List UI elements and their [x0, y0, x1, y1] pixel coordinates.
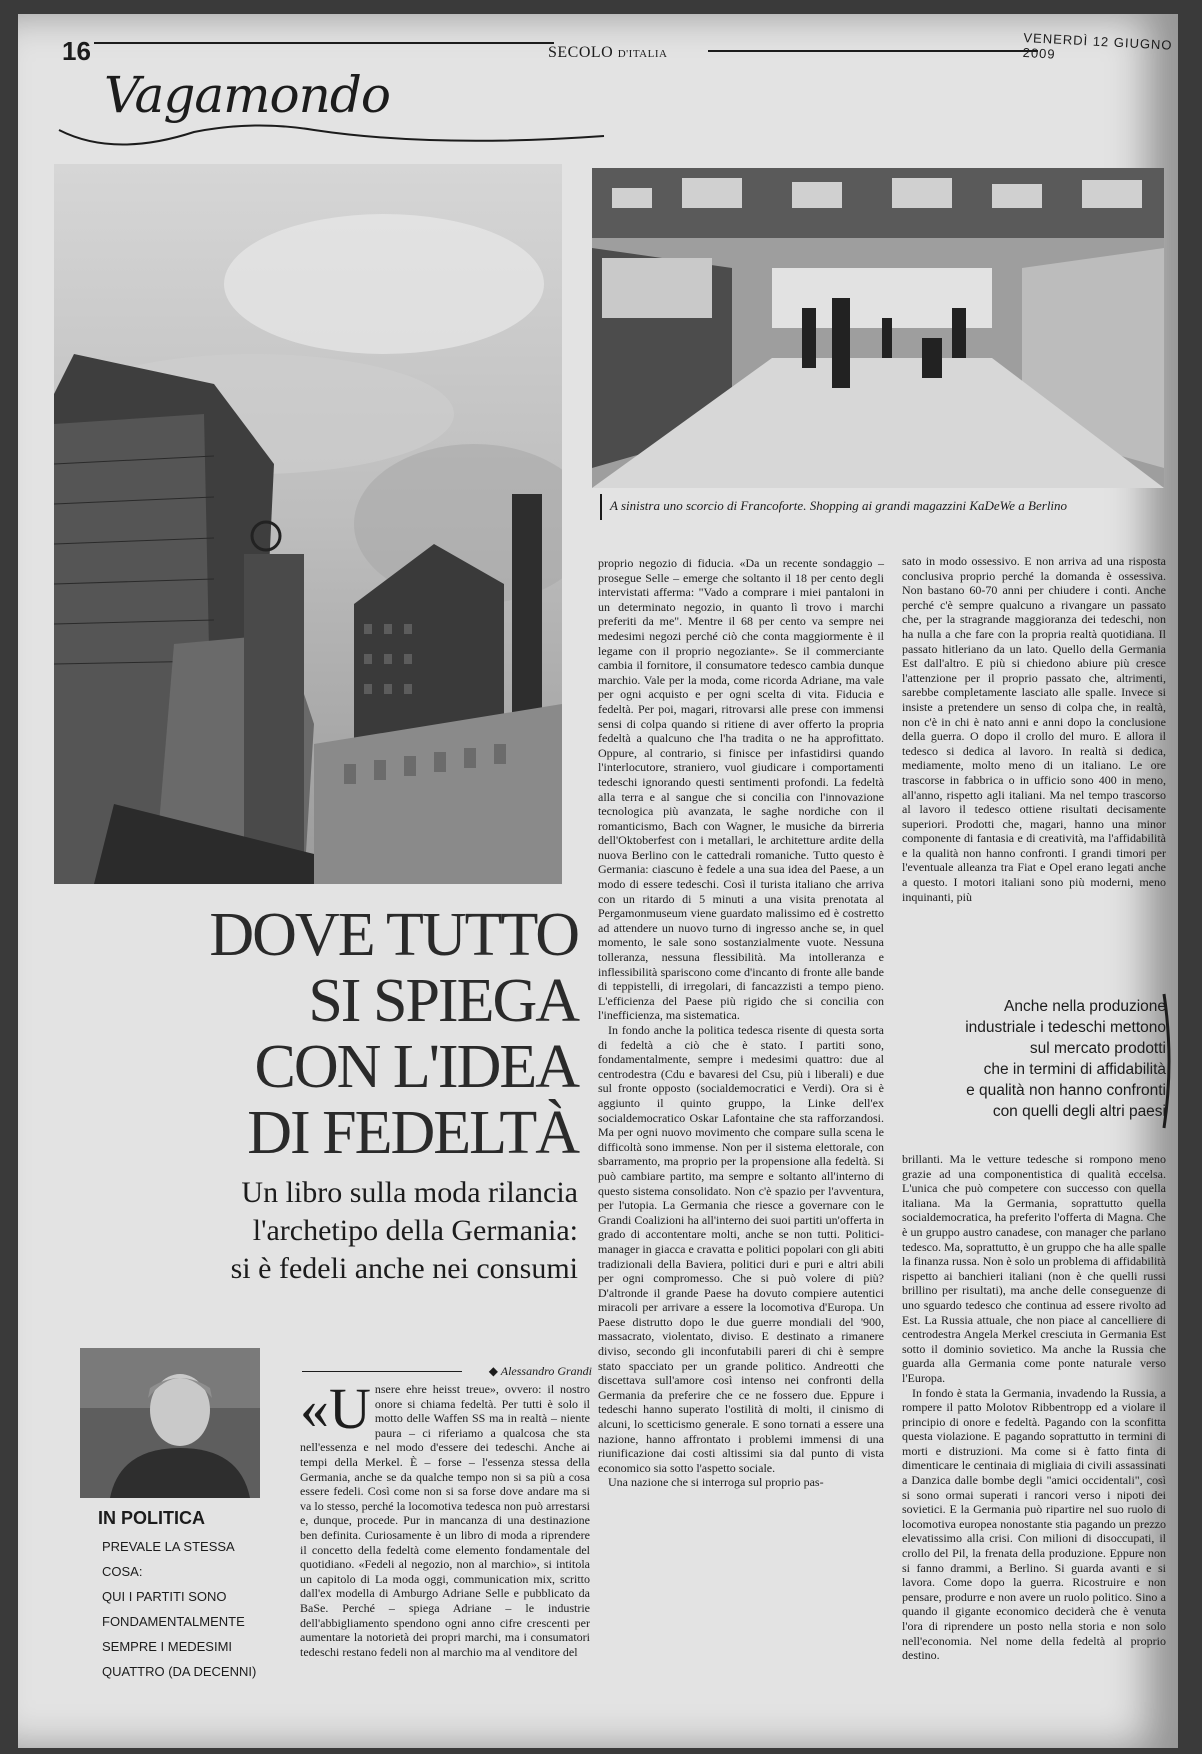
article-column-3-bottom — [902, 1152, 1166, 1663]
header-rule-right — [708, 50, 1038, 52]
newspaper-title: SECOLO — [548, 44, 614, 61]
article-paragraph: In fondo anche la politica tedesca risente di questa sorta di fedeltà a ciò che è stato. I partiti sono, fondamentalmente, sempre i medesimi quattro: due al centrodestra (Cdu e bavaresi del Csu, più i liberali) e due sul fronte opposto (socialdemocratici e Verdi). Ora si è aggiunto il quinto gruppo, la Linke dell'ex socialdemocratico Oskar Lafontaine che sta rafforzandosi. Ma per ogni nuovo movimento che compare sulla scena le difficoltà sono immense. Non per il sistema elettorale, con sbarramento, ma proprio per la propensione alla fedeltà. Si può cambiare partito, ma sempre e soltanto all'interno di questo sistema consolidato. Non c'è spazio per l'avventura, per l'utopia. La Germania che riesce a governare con le Grandi Coalizioni ha all'interno dei suoi partiti un'offerta in grado di accontentare molti, anche se non tutti. Politici-manager in giacca e cravatta e politici popolari con gli abiti tradizionali della Baviera, politici duri e puri e altri abili per ogni compromesso. Che si può volere di più? D'altronde il grande Paese ha dovuto compiere autentici miracoli per arrivare a essere la locomotiva d'Europa. Un Paese distrutto dopo le due guerre mondiali del '900, massacrato, violentato, diviso. E destinato a rimanere diviso, secondo gli inconfutabili pareri di chi è sempre stato spacciato per un grande politico. Andreotti che discettava sull'amore così intenso nei confronti della Germania da preferire che ce ne fossero due. Eppure i tedeschi hanno superato l'ostilità di molti, il cinismo di alcuni, lo scetticismo generale. E sono tornati a essere una nazione, hanno affrontato i problemi immensi di una riunificazione dai costi altissimi sia dal punto di vista economico sia sotto l'aspetto sociale. — [598, 1023, 884, 1475]
article-paragraph: sato in modo ossessivo. E non arriva ad una risposta conclusiva proprio perché la domanda è ossessiva. Non bastano 60-70 anni per chiudere i conti. Anche perché c'è sempre qualcuno a rivangare un passato che, per la stragrande maggioranza dei tedeschi, non ha nulla a che fare con la propria realtà quotidiana. Il passato hitleriano da un lato. Quello della Germania Est dall'altro. E più si chiedono abiure più cresce l'attenzione per il proprio passato che, altrimenti, sarebbe completamente lasciato alle spalle. Invece si insiste a pretendere un senso di colpa che, in realtà, non c'è in chi è nato anni e anni dopo la conclusione della guerra. O dopo il crollo del muro. E allora il tedesco si dedica al lavoro. In realtà si dedica, mediamente, molto meno di un italiano. Le ore trascorse in fabbrica o in ufficio sono 400 in meno, all'anno, rispetto agli italiani. Ma nel tempo trascorso al lavoro il tedesco ottiene risultati decisamente superiori. Prodotti che, magari, hanno una minor componente di fantasia e di creatività, ma l'affidabilità e la qualità non hanno confronti. I grandi timori per l'eventuale alleanza tra Fiat e Opel erano legati anche a questo. I motori italiani sono più moderni, meno inquinanti, più — [902, 554, 1166, 904]
pull-quote-line: e qualità non hanno confronti — [966, 1082, 1166, 1099]
header-rule-left — [94, 42, 554, 44]
kadewe-photo — [592, 168, 1164, 488]
article-paragraph: Una nazione che si interroga sul proprio pas- — [608, 1475, 824, 1490]
newspaper-page — [18, 14, 1178, 1748]
headline-line: DI FEDELTÀ — [247, 1099, 578, 1167]
byline: ◆ Alessandro Grandi — [488, 1364, 592, 1378]
subheadline-line: l'archetipo della Germania: — [252, 1214, 578, 1247]
photo-caption: A sinistra uno scorcio di Francoforte. Shopping ai grandi magazzini KaDeWe a Berlino — [610, 498, 1068, 513]
headline — [118, 902, 578, 1166]
politics-box-line: QUI I PARTITI SONO — [102, 1589, 227, 1604]
article-paragraph: proprio negozio di fiducia. «Da un recente sondaggio – prosegue Selle – emerge che soltanto il 18 per cento degli intervistati afferma: "Vado a comprare i miei pantaloni in un determinato negozio, in quanto lì trovo i marchi preferiti da me". Mentre il 68 per cento va sempre nei medesimi negozi perché ciò che conta maggiormente è il legame con il proprio negoziante». Se il commerciante cambia il fornitore, il consumatore tedesco cambia dunque marchio. Vale per la moda, come ricorda Adriane, ma vale per ogni acquisto e per ogni scelta di vita. Fiducia e fedeltà. Per poi, magari, ritrovarsi alle prese con immensi sensi di colpa quando si ritiene di aver offerto la propria fedeltà a qualcuno che l'ha tradita o ne ha approfittato. Oppure, al contrario, si finisce per infastidirsi quando l'interlocutore, straniero, vuol giudicare i comportamenti tedeschi ignorando questi sentimenti profondi. La fedeltà alla terra e al sangue che si concilia con l'innovazione tecnologica più avanzata, le saghe nordiche con il romanticismo, Bach con Wagner, le musiche da birreria dell'Oktoberfest con i metallari, le architetture ardite della nuova Berlino con le cattedrali romaniche. Tutto questo è Germania: ciascuno è fedele a una sua idea del Paese, a un modo di essere tedeschi. Così il turista italiano che arriva con un ritardo di 5 minuti a una visita prenotata al Pergamonmuseum viene guardato malissimo ed è costretto ad attendere un nuovo turno di ingresso anche se, in quel momento, le sale sono sostanzialmente vuote. Nessuna tolleranza, nessuna flessibilità. Ma intolleranza e inflessibilità spariscono come d'incanto di fronte alle bande di teppistelli, di irregolari, di fancazzisti a tempo pieno. L'efficienza del Paese più rigido che si concilia con l'inefficienza, ma sistematica. — [598, 556, 884, 1023]
author-name: Alessandro Grandi — [500, 1364, 592, 1378]
pull-quote-line: con quelli degli altri paesi — [992, 1103, 1166, 1120]
subheadline — [138, 1174, 578, 1288]
pull-quote-line: sul mercato prodotti — [1029, 1040, 1166, 1057]
pull-quote — [906, 996, 1166, 1122]
newspaper-name — [548, 44, 667, 62]
article-column-3-top — [902, 554, 1166, 904]
headline-line: DOVE TUTTO — [209, 901, 578, 969]
politics-box-text — [102, 1534, 272, 1684]
pull-quote-line: che in termini di affidabilità — [983, 1061, 1166, 1078]
section-swash-icon — [54, 118, 614, 168]
headline-line: CON L'IDEA — [254, 1033, 578, 1101]
article-paragraph: brillanti. Ma le vetture tedesche si rompono meno grazie ad una componentistica di qualità eccelsa. L'unica che può competere con successo con quella italiana. Ma la Germania, soprattutto quella socialdemocratica, ha preferito l'offerta di Magna. Che è un gruppo austro canadese, con manager che parlano tedesco. Ma, soprattutto, è un gruppo che ha alle spalle la finanza russa. Non è solo un problema di affidabilità rispetto ai banchieri italiani (non è che quelli russi brillino per risultati), ma anche delle conseguenze di uno sguardo tedesco che continua ad essere rivolto ad Est. La Russia attuale, che non piace al cancelliere di centrodestra Angela Merkel cresciuta in Germania Est sotto il dominio sovietico. Ma anche la Russia che guarda alla Germania come ponte naturale verso l'Europa. — [902, 1152, 1166, 1385]
politics-box-line: PREVALE LA STESSA COSA: — [102, 1539, 234, 1579]
merkel-photo — [80, 1348, 260, 1498]
section-title: Vagamondo — [104, 66, 390, 124]
article-paragraph: In fondo è stata la Germania, invadendo la Russia, a rompere il patto Molotov Ribbentropp ed a violare il principio di onore e fedeltà. Pagando con la sconfitta questa violazione. E pagando soprattutto in termini di morti e distruzioni. Ma come si è fatto finta di dimenticare le centinaia di migliaia di civili assassinati a Danzica dalle bombe degli "amici occidentali", così si sono ormai superati i rancori verso i nipoti dei sovietici. E la Germania può ripartire nel suo ruolo di locomotiva europea nonostante stia pagando un prezzo elevatissimo alla crisi. Con milioni di disoccupati, il crollo del Pil, la frenata della produzione. Eppure non si fanno drammi, a Berlino. Si guarda avanti e si lavora. Come dopo la guerra. Ricostruire e non pensare, produrre e non avere un ruolo politico. Sino a quando il gigante economico deciderà che è venuta l'ora di riprendere un posto nella storia e non solo nell'economia. Nel nome della fedeltà al proprio destino. — [902, 1385, 1166, 1663]
politics-box-line: SEMPRE I MEDESIMI — [102, 1639, 233, 1654]
pull-quote-bracket-icon — [1162, 992, 1176, 1130]
pull-quote-line: industriale i tedeschi mettono — [965, 1019, 1166, 1036]
dropcap: «U — [300, 1376, 371, 1441]
pull-quote-line: Anche nella produzione — [1003, 998, 1166, 1015]
subheadline-line: si è fedeli anche nei consumi — [230, 1252, 578, 1285]
caption-bar — [600, 494, 602, 520]
politics-box-line: QUATTRO (DA DECENNI) — [102, 1664, 257, 1679]
article-column-1 — [300, 1376, 590, 1659]
issue-date: VENERDÌ 12 GIUGNO 2009 — [1022, 29, 1173, 62]
frankfurt-photo — [54, 164, 562, 884]
politics-box-title: IN POLITICA — [98, 1508, 205, 1528]
subheadline-line: Un libro sulla moda rilancia — [241, 1176, 578, 1209]
page-number: 16 — [62, 36, 91, 66]
newspaper-suffix: D'ITALIA — [617, 48, 668, 60]
headline-line: SI SPIEGA — [308, 967, 578, 1035]
article-paragraph: nsere ehre heisst treue», ovvero: il nostro onore si chiama fedeltà. Per tutti è solo il motto delle Waffen SS ma in realtà – niente paura – ci riferiamo a qualcosa che sta nell'essenza e nel modo d'essere dei tedeschi. Anche ai tempi della Merkel. È – forse – l'essenza stessa della Germania, anche se da qualche tempo non si sa più a cosa essere fedeli. Così come non si sa forse dove andare ma si va lo stesso, perché la locomotiva tedesca non può arrestarsi e, dunque, procede. Pur in mancanza di una destinazione ben definita. Curiosamente è un libro di moda a riprendere il concetto della fedeltà come elemento fondamentale del quotidiano. «Fedeli al negozio, non al marchio», si intitola un capitolo di La moda oggi, communication mix, scritto dall'ex modella di Amburgo Adriane Selle e pubblicato da BaSe. Perché – spiega Adriane – le industrie dell'abbigliamento spendono ogni anno cifre crescenti per aumentare la notorietà dei propri marchi, ma i consumatori tedeschi restano fedeli non al marchio ma al venditore del — [300, 1382, 590, 1659]
article-column-2 — [598, 556, 884, 1490]
politics-box-line: FONDAMENTALMENTE — [102, 1614, 245, 1629]
